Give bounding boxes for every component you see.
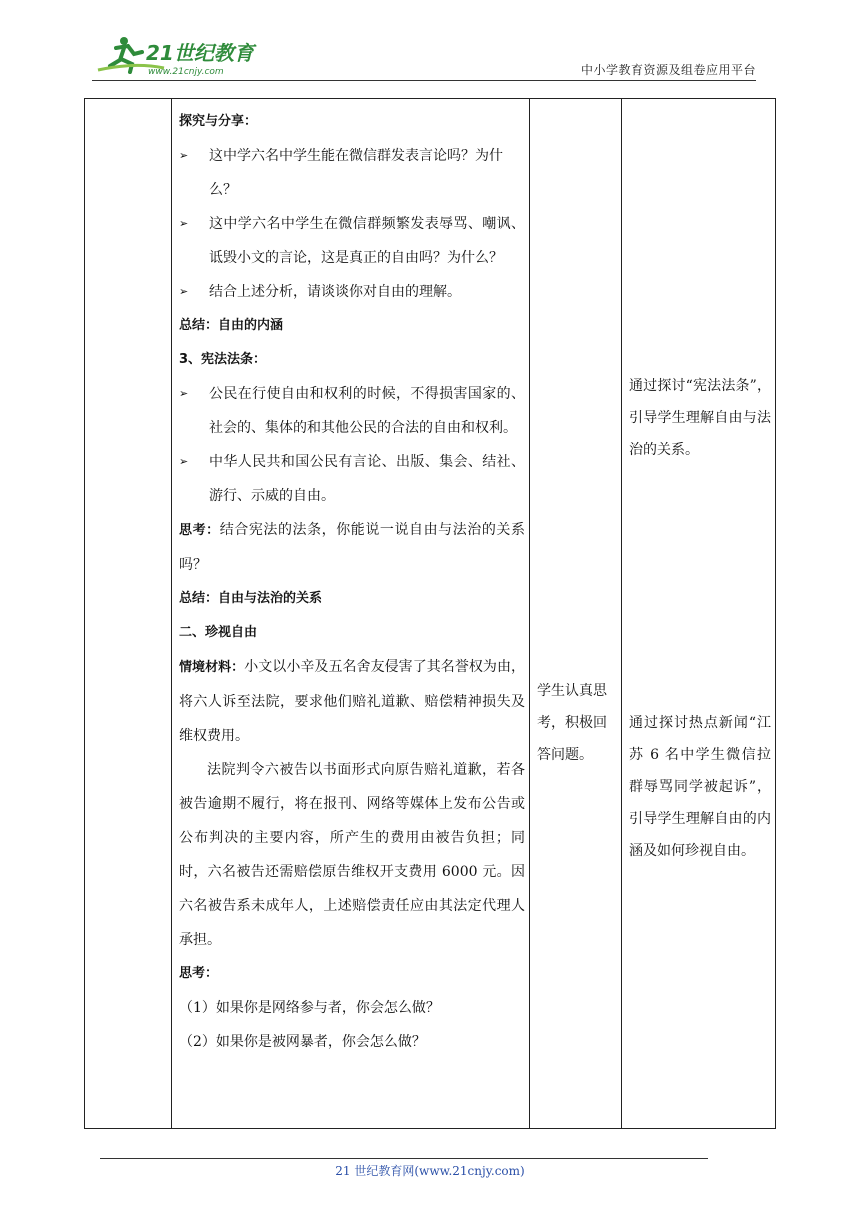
case-label: 情境材料：: [179, 660, 245, 675]
arrow-bullet-icon: ➢: [179, 149, 189, 162]
law-item: ➢ 公民在行使自由和权利的时候，不得损害国家的、社会的、集体的和其他公民的合法的自由和权利。: [179, 377, 525, 445]
law-item: ➢ 中华人民共和国公民有言论、出版、集会、结社、游行、示威的自由。: [179, 445, 525, 513]
runner-logo-icon: [94, 32, 264, 76]
think-question: （2）如果你是被网暴者，你会怎么做？: [179, 1034, 426, 1050]
question-item: ➢ 这中学六名中学生能在微信群发表言论吗？为什么？: [179, 139, 525, 207]
explore-title: 探究与分享：: [179, 114, 258, 129]
section-heading: 3、宪法法条：: [179, 352, 267, 367]
court-paragraph: 法院判令六被告以书面形式向原告赔礼道歉，若各被告逾期不履行，将在报刊、网络等媒体上发布公告或公布判决的主要内容，所产生的费用由被告负担；同时，六名被告还需赔偿原告维权开支费用 6000 元。因六名被告系未成年人，上述赔偿责任应由其法定代理人承担。: [179, 762, 525, 948]
footer-divider: [100, 1158, 708, 1159]
table-column-divider: [171, 99, 172, 1128]
summary-heading: 总结：自由的内涵: [179, 318, 284, 333]
site-logo: [94, 32, 264, 76]
design-note: 通过探讨热点新闻“江苏 6 名中学生微信拉群辱骂同学被起诉”，引导学生理解自由的内涵及如何珍视自由。: [629, 715, 771, 859]
arrow-bullet-icon: ➢: [179, 217, 189, 230]
header-divider: [92, 80, 756, 81]
think-question: （1）如果你是网络参与者，你会怎么做？: [179, 1000, 440, 1016]
svg-text:www.21cnjy.com: www.21cnjy.com: [148, 67, 224, 76]
section-heading: 二、珍视自由: [179, 625, 258, 640]
summary-heading: 总结：自由与法治的关系: [179, 591, 323, 606]
question-item: ➢ 这中学六名中学生在微信群频繁发表辱骂、嘲讽、诋毁小文的言论，这是真正的自由吗？为什么？: [179, 207, 525, 275]
arrow-bullet-icon: ➢: [179, 285, 189, 298]
arrow-bullet-icon: ➢: [179, 387, 189, 400]
think-label: 思考：: [179, 523, 220, 538]
arrow-bullet-icon: ➢: [179, 455, 189, 468]
svg-text:21世纪教育: 21世纪教育: [146, 41, 254, 65]
design-note: 通过探讨“宪法法条”，引导学生理解自由与法治的关系。: [629, 378, 771, 458]
table-column-divider: [621, 99, 622, 1128]
lesson-table: [84, 98, 776, 1129]
platform-name: 中小学教育资源及组卷应用平台: [580, 63, 756, 77]
teaching-content-cell: [179, 105, 525, 1059]
case-paragraph: 情境材料：小文以小辛及五名舍友侵害了其名誉权为由，将六人诉至法院，要求他们赔礼道歉、赔偿精神损失及维权费用。: [179, 659, 525, 744]
think-label: 思考：: [179, 966, 219, 981]
footer-link[interactable]: 21 世纪教育网(www.21cnjy.com): [335, 1164, 525, 1178]
think-paragraph: 思考：结合宪法的法条，你能说一说自由与法治的关系吗？: [179, 522, 525, 573]
question-item: ➢ 结合上述分析，请谈谈你对自由的理解。: [179, 275, 525, 309]
table-column-divider: [529, 99, 530, 1128]
student-activity-cell: 学生认真思考，积极回答问题。: [537, 683, 607, 763]
page-header: [92, 28, 756, 80]
